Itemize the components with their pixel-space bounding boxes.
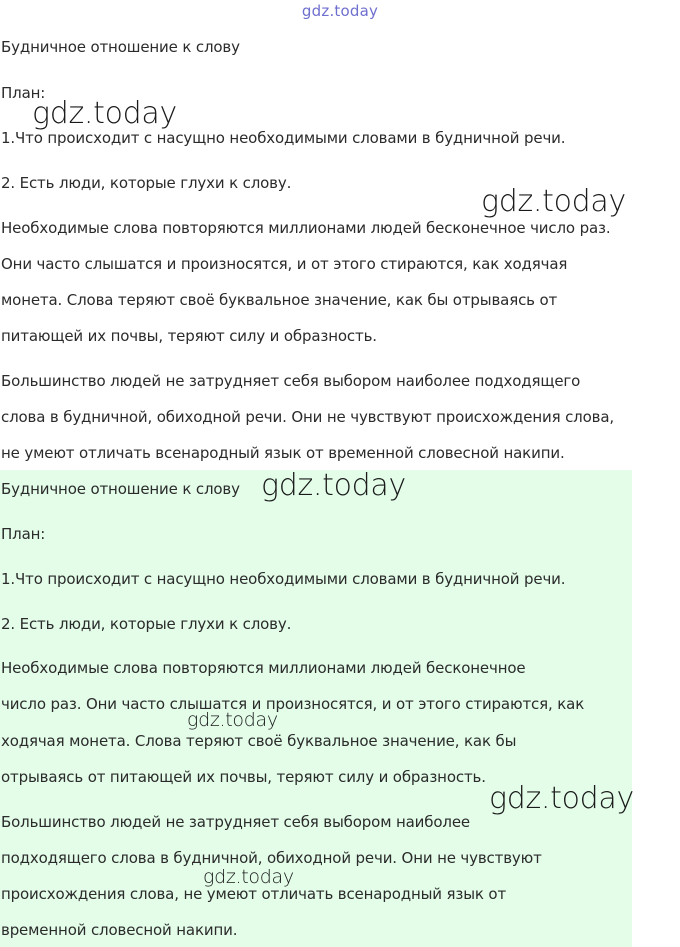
paragraph-line: слова в будничной, обиходной речи. Они не чувствуют происхождения слова,	[1, 408, 614, 426]
plan-item: 1.Что происходит с насущно необходимыми словами в будничной речи.	[1, 570, 566, 588]
watermark: gdz.today	[489, 781, 634, 816]
paragraph-line: монета. Слова теряют своё буквальное значение, как бы отрываясь от	[1, 291, 558, 309]
watermark: gdz.today	[187, 709, 278, 731]
plan-heading: План:	[1, 525, 46, 543]
watermark: gdz.today	[481, 184, 626, 219]
paragraph-line: Большинство людей не затрудняет себя выбором наиболее подходящего	[1, 372, 581, 390]
document-title: Будничное отношение к слову	[1, 480, 240, 498]
paragraph-line: отрываясь от питающей их почвы, теряют силу и образность.	[1, 768, 486, 786]
plan-item: 2. Есть люди, которые глухи к слову.	[1, 174, 292, 192]
paragraph-line: питающей их почвы, теряют силу и образность.	[1, 327, 377, 345]
paragraph-line: число раз. Они часто слышатся и произносятся, и от этого стираются, как	[1, 695, 585, 713]
watermark: gdz.today	[261, 468, 406, 503]
paragraph-line: Необходимые слова повторяются миллионами людей бесконечное число раз.	[1, 219, 611, 237]
paragraph-line: Большинство людей не затрудняет себя выбором наиболее	[1, 813, 471, 831]
plan-heading: План:	[1, 84, 46, 102]
document-title: Будничное отношение к слову	[1, 38, 240, 56]
text-block-original	[0, 0, 680, 470]
watermark: gdz.today	[32, 96, 177, 131]
plan-item: 1.Что происходит с насущно необходимыми словами в будничной речи.	[1, 129, 566, 147]
paragraph-line: подходящего слова в будничной, обиходной речи. Они не чувствуют	[1, 849, 542, 867]
watermark: gdz.today	[203, 866, 294, 888]
paragraph-line: ходячая монета. Слова теряют своё буквальное значение, как бы	[1, 732, 517, 750]
text-block-highlighted	[0, 470, 632, 947]
paragraph-line: не умеют отличать всенародный язык от временной словесной накипи.	[1, 444, 565, 462]
paragraph-line: Необходимые слова повторяются миллионами людей бесконечное	[1, 659, 526, 677]
paragraph-line: происхождения слова, не умеют отличать всенародный язык от	[1, 885, 507, 903]
paragraph-line: временной словесной накипи.	[1, 921, 238, 939]
site-logo-link[interactable]: gdz.today	[301, 2, 379, 20]
paragraph-line: Они часто слышатся и произносятся, и от этого стираются, как ходячая	[1, 255, 568, 273]
plan-item: 2. Есть люди, которые глухи к слову.	[1, 615, 292, 633]
